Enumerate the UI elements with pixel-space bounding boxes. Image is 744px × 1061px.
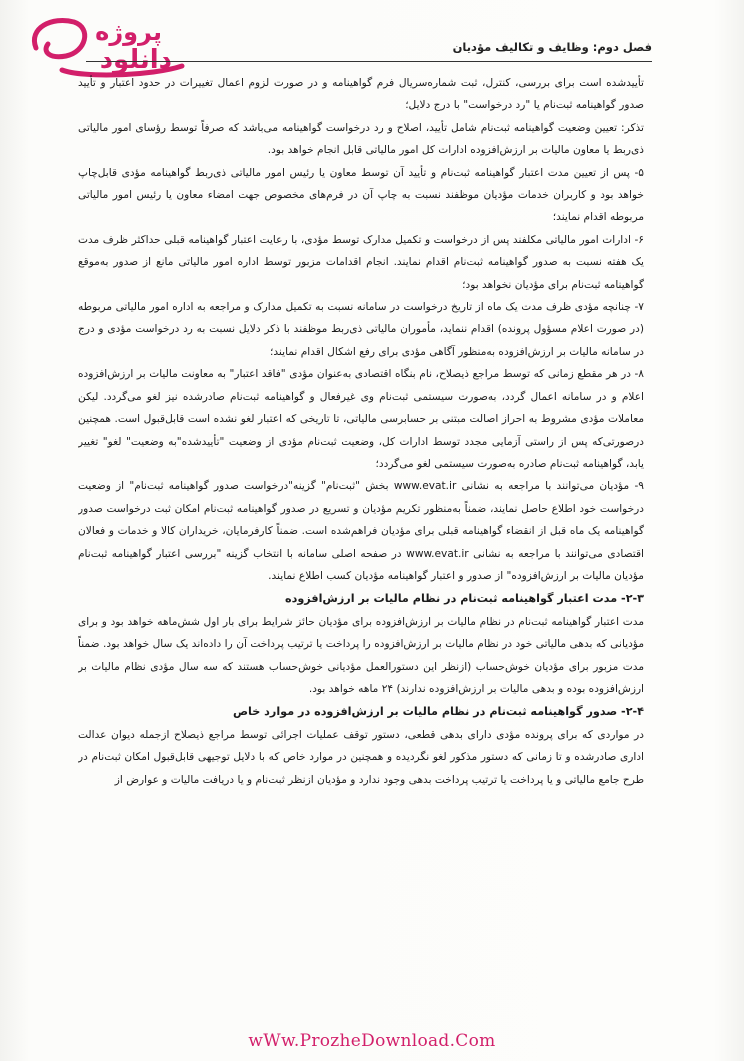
section-3-body: مدت اعتبار گواهینامه ثبت‌نام در نظام مالیات بر ارزش‌افزوده برای مؤدیان حائز شرایط برای بار اول شش‌ماهه خواهد بود و برای مؤدیانی که بدهی مالیاتی خود در نظام مالیات بر ارزش‌افزوده را پرداخت یا ترتیب پرداخت آن را داده‌اند یک سال خواهد بود. ضمناً مدت مزبور برای مؤدیان خوش‌حساب (ازنظر این دستورالعمل مؤدیانی خوش‌حساب هستند که سه سال مؤدی نظام مالیات بر ارزش‌افزوده بوده و بدهی مالیات بر ارزش‌افزوده ندارند) ۲۴ ماهه خواهد بود. [78,615,644,695]
logo-text-line2: دانلود [99,45,172,75]
paragraph-item-8: ۸- در هر مقطع زمانی که توسط مراجع ذیصلاح، نام بنگاه اقتصادی به‌عنوان مؤدی "فاقد اعتبار" به معاونت مالیات بر ارزش‌افزوده اعلام و در سامانه اعمال گردد، به‌صورت سیستمی ثبت‌نام وی غیرفعال و گواهینامه ثبت‌نام صادرشده نیز لغو می‌گردد. لیکن معاملات مؤدی مشروط به احراز اصالت مبتنی بر حسابرسی مالیاتی، تا تاریخی که اعتبار لغو نشده است قابل‌قبول است. همچنین درصورتی‌که پس از راستی آزمایی مجدد توسط ادارات کل، وضعیت ثبت‌نام مؤدی از وضعیت "تأییدشده"به وضعیت" لغو" تغییر یابد، گواهینامه ثبت‌نام صادره به‌صورت سیستمی لغو می‌گردد؛ [78,368,644,470]
paragraph-item-5: ۵- پس از تعیین مدت اعتبار گواهینامه ثبت‌نام و تأیید آن توسط معاون یا رئیس امور مالیاتی ذی‌ربط گواهینامه مؤدی قابل‌چاپ خواهد بود و کاربران خدمات مؤدیان موظفند نسبت به چاپ آن در فرم‌های مخصوص جهت امضاء معاون یا رئیس امور مالیاتی مربوطه اقدام نمایند؛ [78,166,644,224]
paragraph-approved-status: تأییدشده است برای بررسی، کنترل، ثبت شماره‌سریال فرم گواهینامه و در صورت لزوم اعمال تغییرات در حدود اعتبار و تأیید صدور گواهینامه ثبت‌نام یا "رد درخواست" با درج دلایل؛ [78,77,644,112]
page-header [86,40,652,62]
paragraph-item-6: ۶- ادارات امور مالیاتی مکلفند پس از درخواست و تکمیل مدارک توسط مؤدی، با رعایت اعتبار گواهینامه قبلی حداکثر ظرف مدت یک هفته نسبت به صدور گواهینامه ثبت‌نام اقدام نمایند. انجام اقدامات مزبور توسط اداره امور مالیاتی مانع از صدور به‌موقع گواهینامه ثبت‌نام برای مؤدیان نخواهد بود؛ [78,233,644,291]
paragraph-item-9: ۹- مؤدیان می‌توانند با مراجعه به نشانی www.evat.ir بخش "ثبت‌نام" گزینه"درخواست صدور گواهینامه ثبت‌نام" از وضعیت درخواست خود اطلاع حاصل نمایند، ضمناً به‌منظور تکریم مؤدیان و تسریع در صدور گواهینامه ثبت‌نام امکان ثبت درخواست صدور گواهینامه یک ماه قبل از انقضاء گواهینامه قبلی برای مؤدیان فراهم‌شده است. ضمناً کارفرمایان، خریداران کالا و خدمات و فعالان اقتصادی می‌توانند با مراجعه به نشانی www.evat.ir در صفحه اصلی سامانه با انتخاب گزینه "بررسی اعتبار گواهینامه ثبت‌نام مؤدیان مالیات بر ارزش‌افزوده" از صدور و اعتبار گواهینامه مؤدیان کسب اطلاع نمایند. [78,480,644,582]
header-rule [86,61,652,62]
section-3-heading: ۲-۳- مدت اعتبار گواهینامه ثبت‌نام در نظام مالیات بر ارزش‌افزوده [284,592,644,606]
section-4-heading: ۲-۴- صدور گواهینامه ثبت‌نام در نظام مالیات بر ارزش‌افزوده در موارد خاص [232,705,644,719]
footer-watermark: wWw.ProzheDownload.Com [248,1031,496,1051]
paragraph-item-7: ۷- چنانچه مؤدی ظرف مدت یک ماه از تاریخ درخواست در سامانه نسبت به تکمیل مدارک و مراجعه به اداره امور مالیاتی مربوطه (در صورت اعلام مسؤول پرونده) اقدام ننماید، مأموران مالیاتی ذی‌ربط موظفند با ذکر دلایل نسبت به رد درخواست مؤدی و درج در سامانه مالیات بر ارزش‌افزوده به‌منظور آگاهی مؤدی برای رفع اشکال اقدام نمایند؛ [78,301,644,358]
section-4-body: در مواردی که برای پرونده مؤدی دارای بدهی قطعی، دستور توقف عملیات اجرائی توسط مراجع ذیصلاح ازجمله دیوان عدالت اداری صادرشده و تا زمانی که دستور مذکور لغو نگردیده و همچنین در موارد خاص که با دلایل توجیهی قابل‌قبول امکان ثبت‌نام در طرح جامع مالیاتی و یا پرداخت یا ترتیب پرداخت بدهی وجود ندارد و مؤدیان ازنظر ثبت‌نام و یا دریافت مالیات و عوارض از [78,728,644,786]
chapter-title: فصل دوم: وظایف و تکالیف مؤدیان [452,40,652,54]
logo-text-line1: پروژه [95,18,162,46]
paragraph-note: تذکر: تعیین وضعیت گواهینامه ثبت‌نام شامل تأیید، اصلاح و رد درخواست گواهینامه می‌باشد که صرفاً توسط رؤسای امور مالیاتی ذی‌ربط یا معاون مالیات بر ارزش‌افزوده ادارات کل امور مالیاتی قابل انجام خواهد بود. [78,121,644,157]
document-body [78,72,644,952]
